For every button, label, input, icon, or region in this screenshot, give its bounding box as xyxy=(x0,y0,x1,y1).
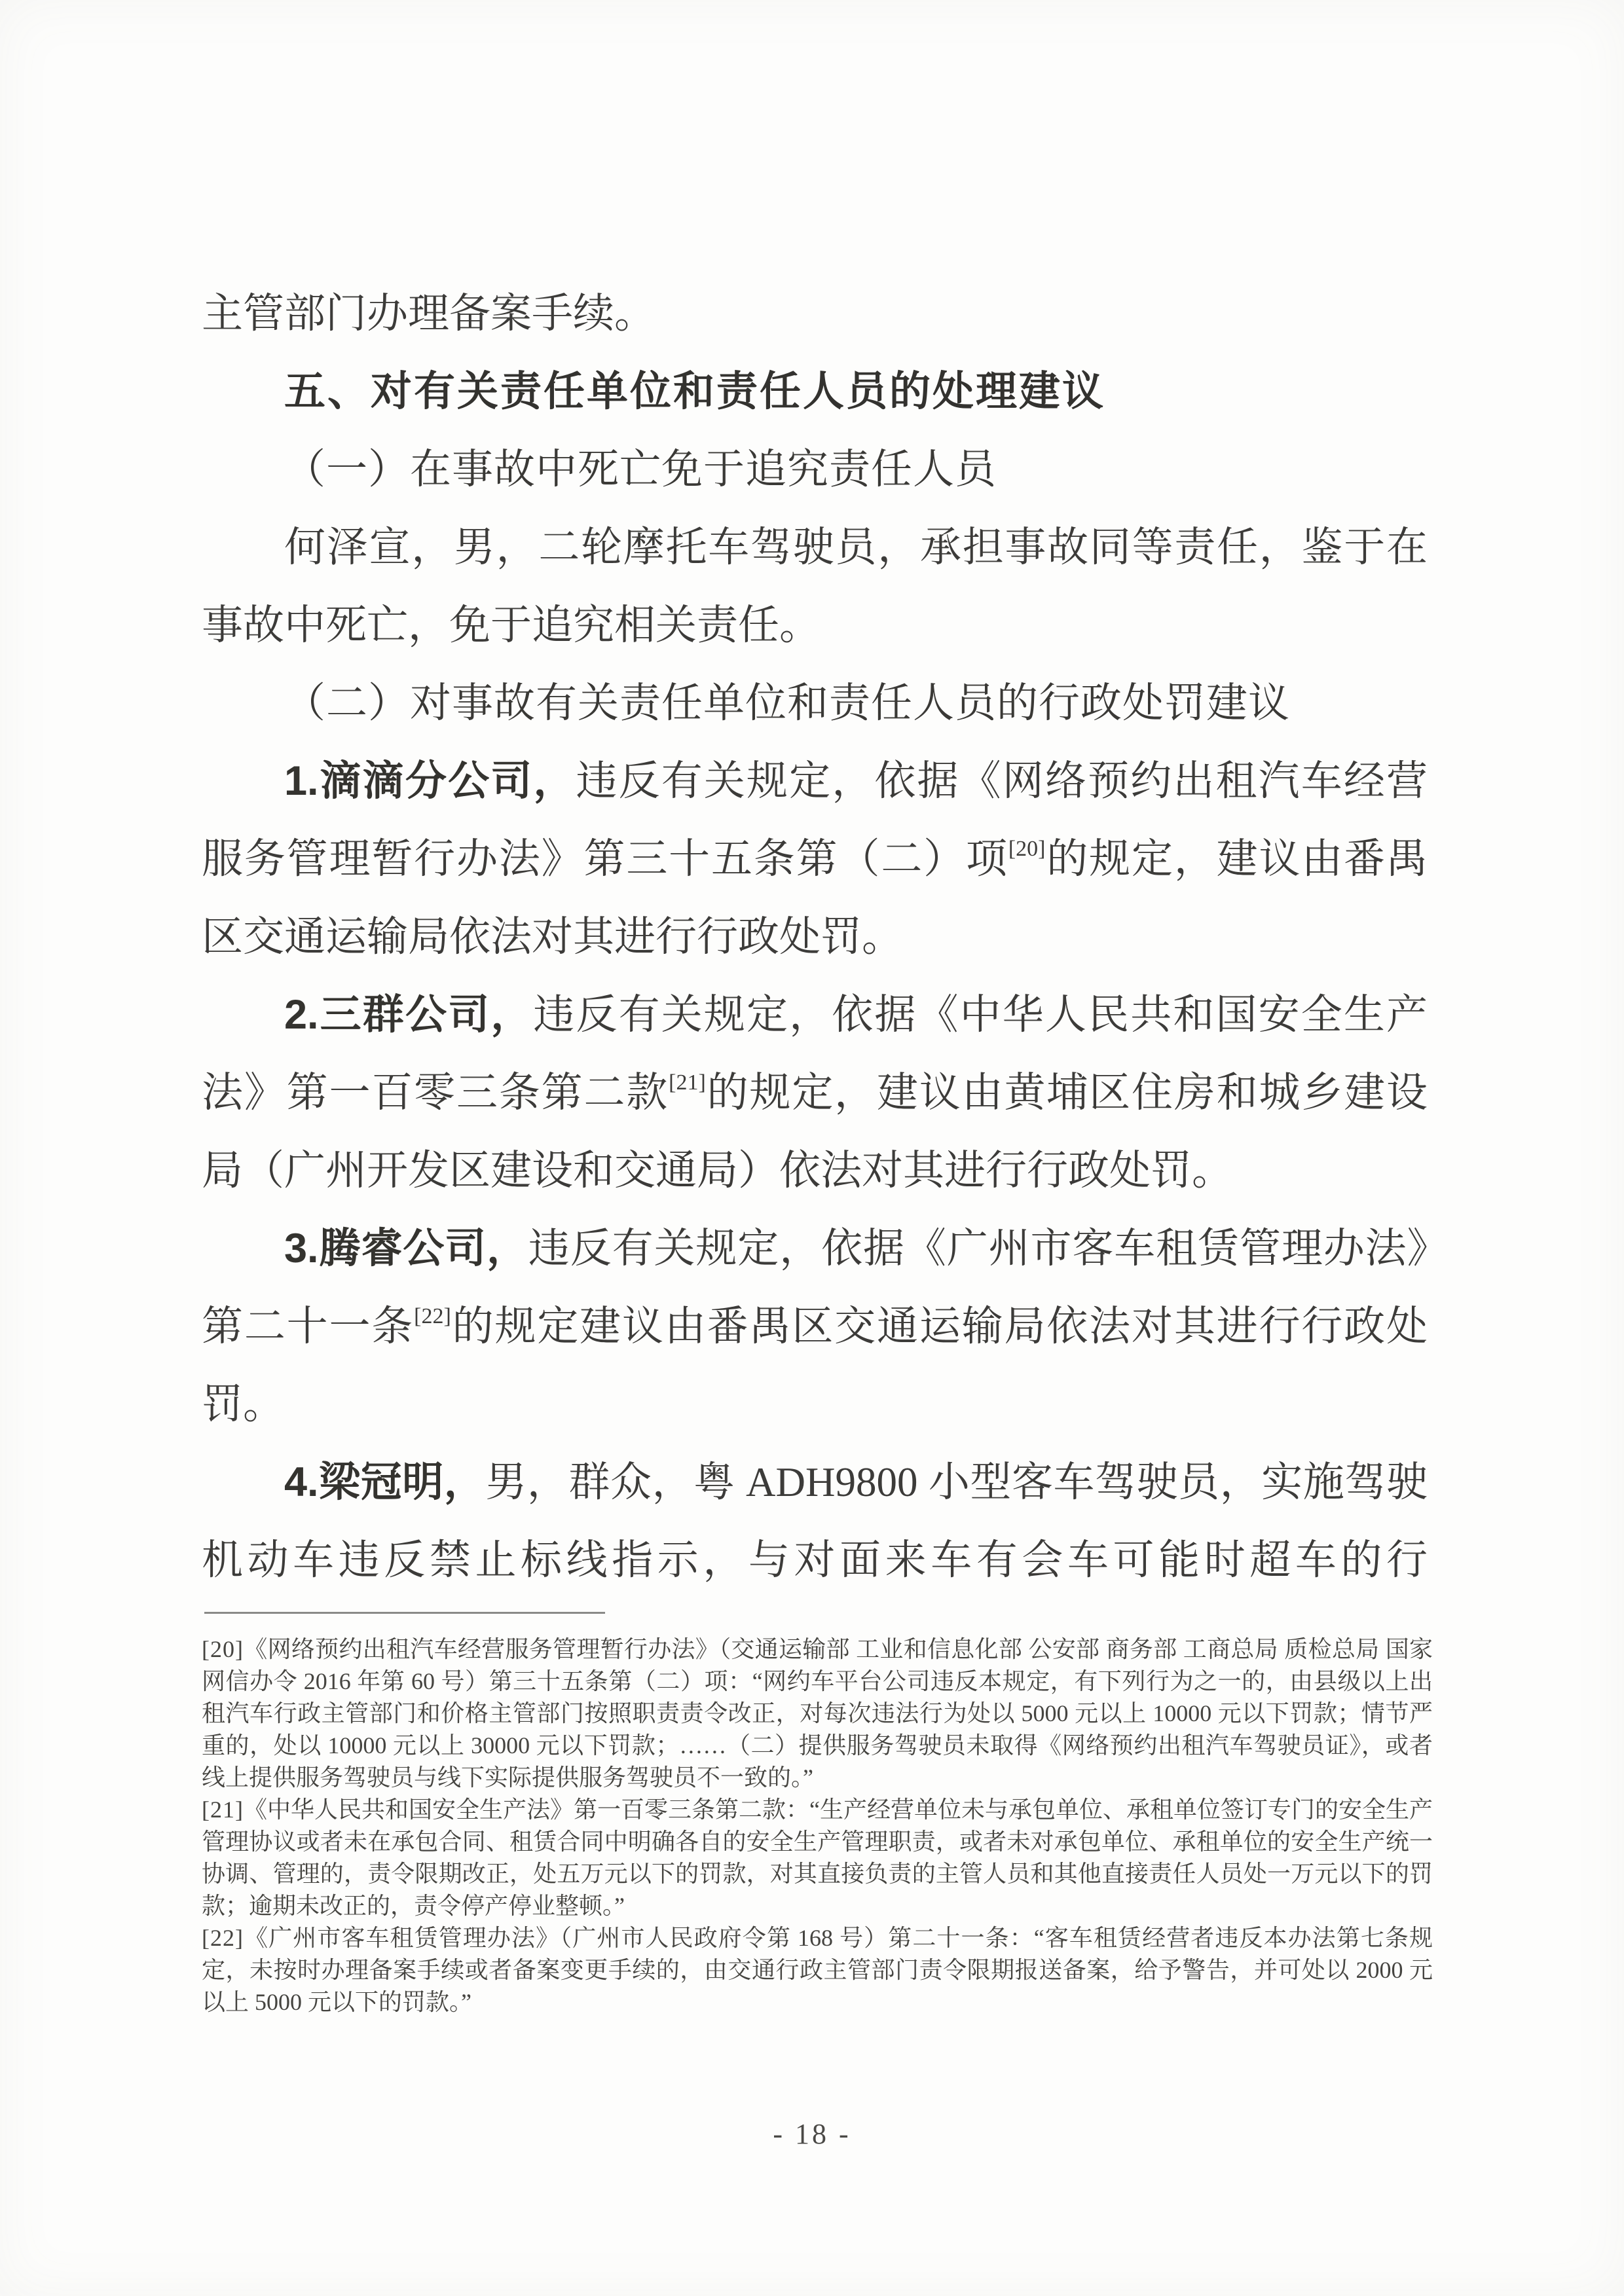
footnote-20-text: 《网络预约出租汽车经营服务管理暂行办法》（交通运输部 工业和信息化部 公安部 商务部 工商总局 质检总局 国家网信办令 2016 年第 60 号）第三十五条第（二）项：“网约车平台公司违反本规定，有下列行为之一的，由县级以上出租汽车行政主管部门和价格主管部门按照职责责令改正，对每次违法行为处以 5000 元以上 10000 元以下罚款；情节严重的，处以 10000 元以上 30000 元以下罚款；……（二）提供服务驾驶员未取得《网络预约出租汽车驾驶员证》，或者线上提供服务驾驶员与线下实际提供服务驾驶员不一致的。” xyxy=(202,1636,1433,1791)
penalty-item-3-lead: 3.腾睿公司， xyxy=(284,1226,528,1271)
penalty-item-1-text: 违反有关规定，依据《网络预约出租汽车经营服务管理暂行办法》第三十五条第（二）项 xyxy=(202,758,1428,882)
penalty-item-2-text: 违反有关规定，依据《中华人民共和国安全生产法》第一百零三条第二款 xyxy=(202,992,1428,1116)
footnote-reference-20: [20] xyxy=(1008,837,1046,861)
subsection-heading-1: （一）在事故中死亡免于追究责任人员 xyxy=(284,446,997,492)
footnote-22-text: 《广州市客车租赁管理办法》（广州市人民政府令第 168 号）第二十一条：“客车租赁经营者违反本办法第七条规定，未按时办理备案手续或者备案变更手续的，由交通行政主管部门责令限期报送备案，给予警告，并可处以 2000 元以上 5000 元以下的罚款。” xyxy=(202,1925,1433,2015)
penalty-item-3 xyxy=(202,1210,1428,1444)
footnote-separator xyxy=(204,1612,605,1614)
footnote-22-id: [22] xyxy=(202,1925,244,1951)
page-number: - 18 - xyxy=(773,2118,851,2150)
continuation-paragraph: 主管部门办理备案手续。 xyxy=(202,291,655,337)
subsection-heading-2: （二）对事故有关责任单位和责任人员的行政处罚建议 xyxy=(284,680,1290,726)
footnotes-section xyxy=(202,1612,1433,2018)
footnote-21 xyxy=(202,1794,1433,1922)
penalty-item-4-lead: 4.梁冠明， xyxy=(284,1459,486,1505)
footnote-22 xyxy=(202,1922,1433,2018)
penalty-item-3-text-after: 的规定建议由番禺区交通运输局依法对其进行行政处罚。 xyxy=(202,1303,1428,1427)
footnote-20 xyxy=(202,1633,1433,1794)
penalty-item-2 xyxy=(202,976,1428,1210)
footnote-21-text: 《中华人民共和国安全生产法》第一百零三条第二款：“生产经营单位未与承包单位、承租单位签订专门的安全生产管理协议或者未在承包合同、租赁合同中明确各自的安全生产管理职责，或者未对承包单位、承租单位的安全生产统一协调、管理的，责令限期改正，处五万元以下的罚款，对其直接负责的主管人员和其他直接责任人员处一万元以下的罚款；逾期未改正的，责令停产停业整顿。” xyxy=(202,1796,1433,1919)
penalty-item-3-text: 违反有关规定，依据《广州市客车租赁管理办法》第二十一条 xyxy=(202,1226,1428,1349)
penalty-item-2-text-after: 的规定，建议由黄埔区住房和城乡建设局（广州开发区建设和交通局）依法对其进行行政处罚。 xyxy=(202,1070,1428,1194)
paragraph-death-exempt: 何泽宣，男，二轮摩托车驾驶员，承担事故同等责任，鉴于在事故中死亡，免于追究相关责任。 xyxy=(202,524,1428,648)
penalty-item-1-text-after: 的规定，建议由番禺区交通运输局依法对其进行行政处罚。 xyxy=(202,836,1428,960)
penalty-item-2-lead: 2.三群公司， xyxy=(284,992,534,1038)
footnote-21-id: [21] xyxy=(202,1796,244,1823)
penalty-item-1-lead: 1.滴滴分公司， xyxy=(284,758,576,804)
footnote-reference-21: [21] xyxy=(669,1070,706,1095)
footnote-reference-22: [22] xyxy=(414,1304,451,1328)
section-heading: 五、对有关责任单位和责任人员的处理建议 xyxy=(284,369,1105,414)
penalty-item-1 xyxy=(202,742,1428,976)
footnote-20-id: [20] xyxy=(202,1636,244,1662)
document-body xyxy=(202,275,1428,1599)
penalty-item-4 xyxy=(202,1444,1428,1599)
penalty-item-4-text: 男，群众，粤 ADH9800 小型客车驾驶员，实施驾驶机动车违反禁止标线指示，与对面来车有会车可能时超车的行 xyxy=(202,1459,1428,1583)
